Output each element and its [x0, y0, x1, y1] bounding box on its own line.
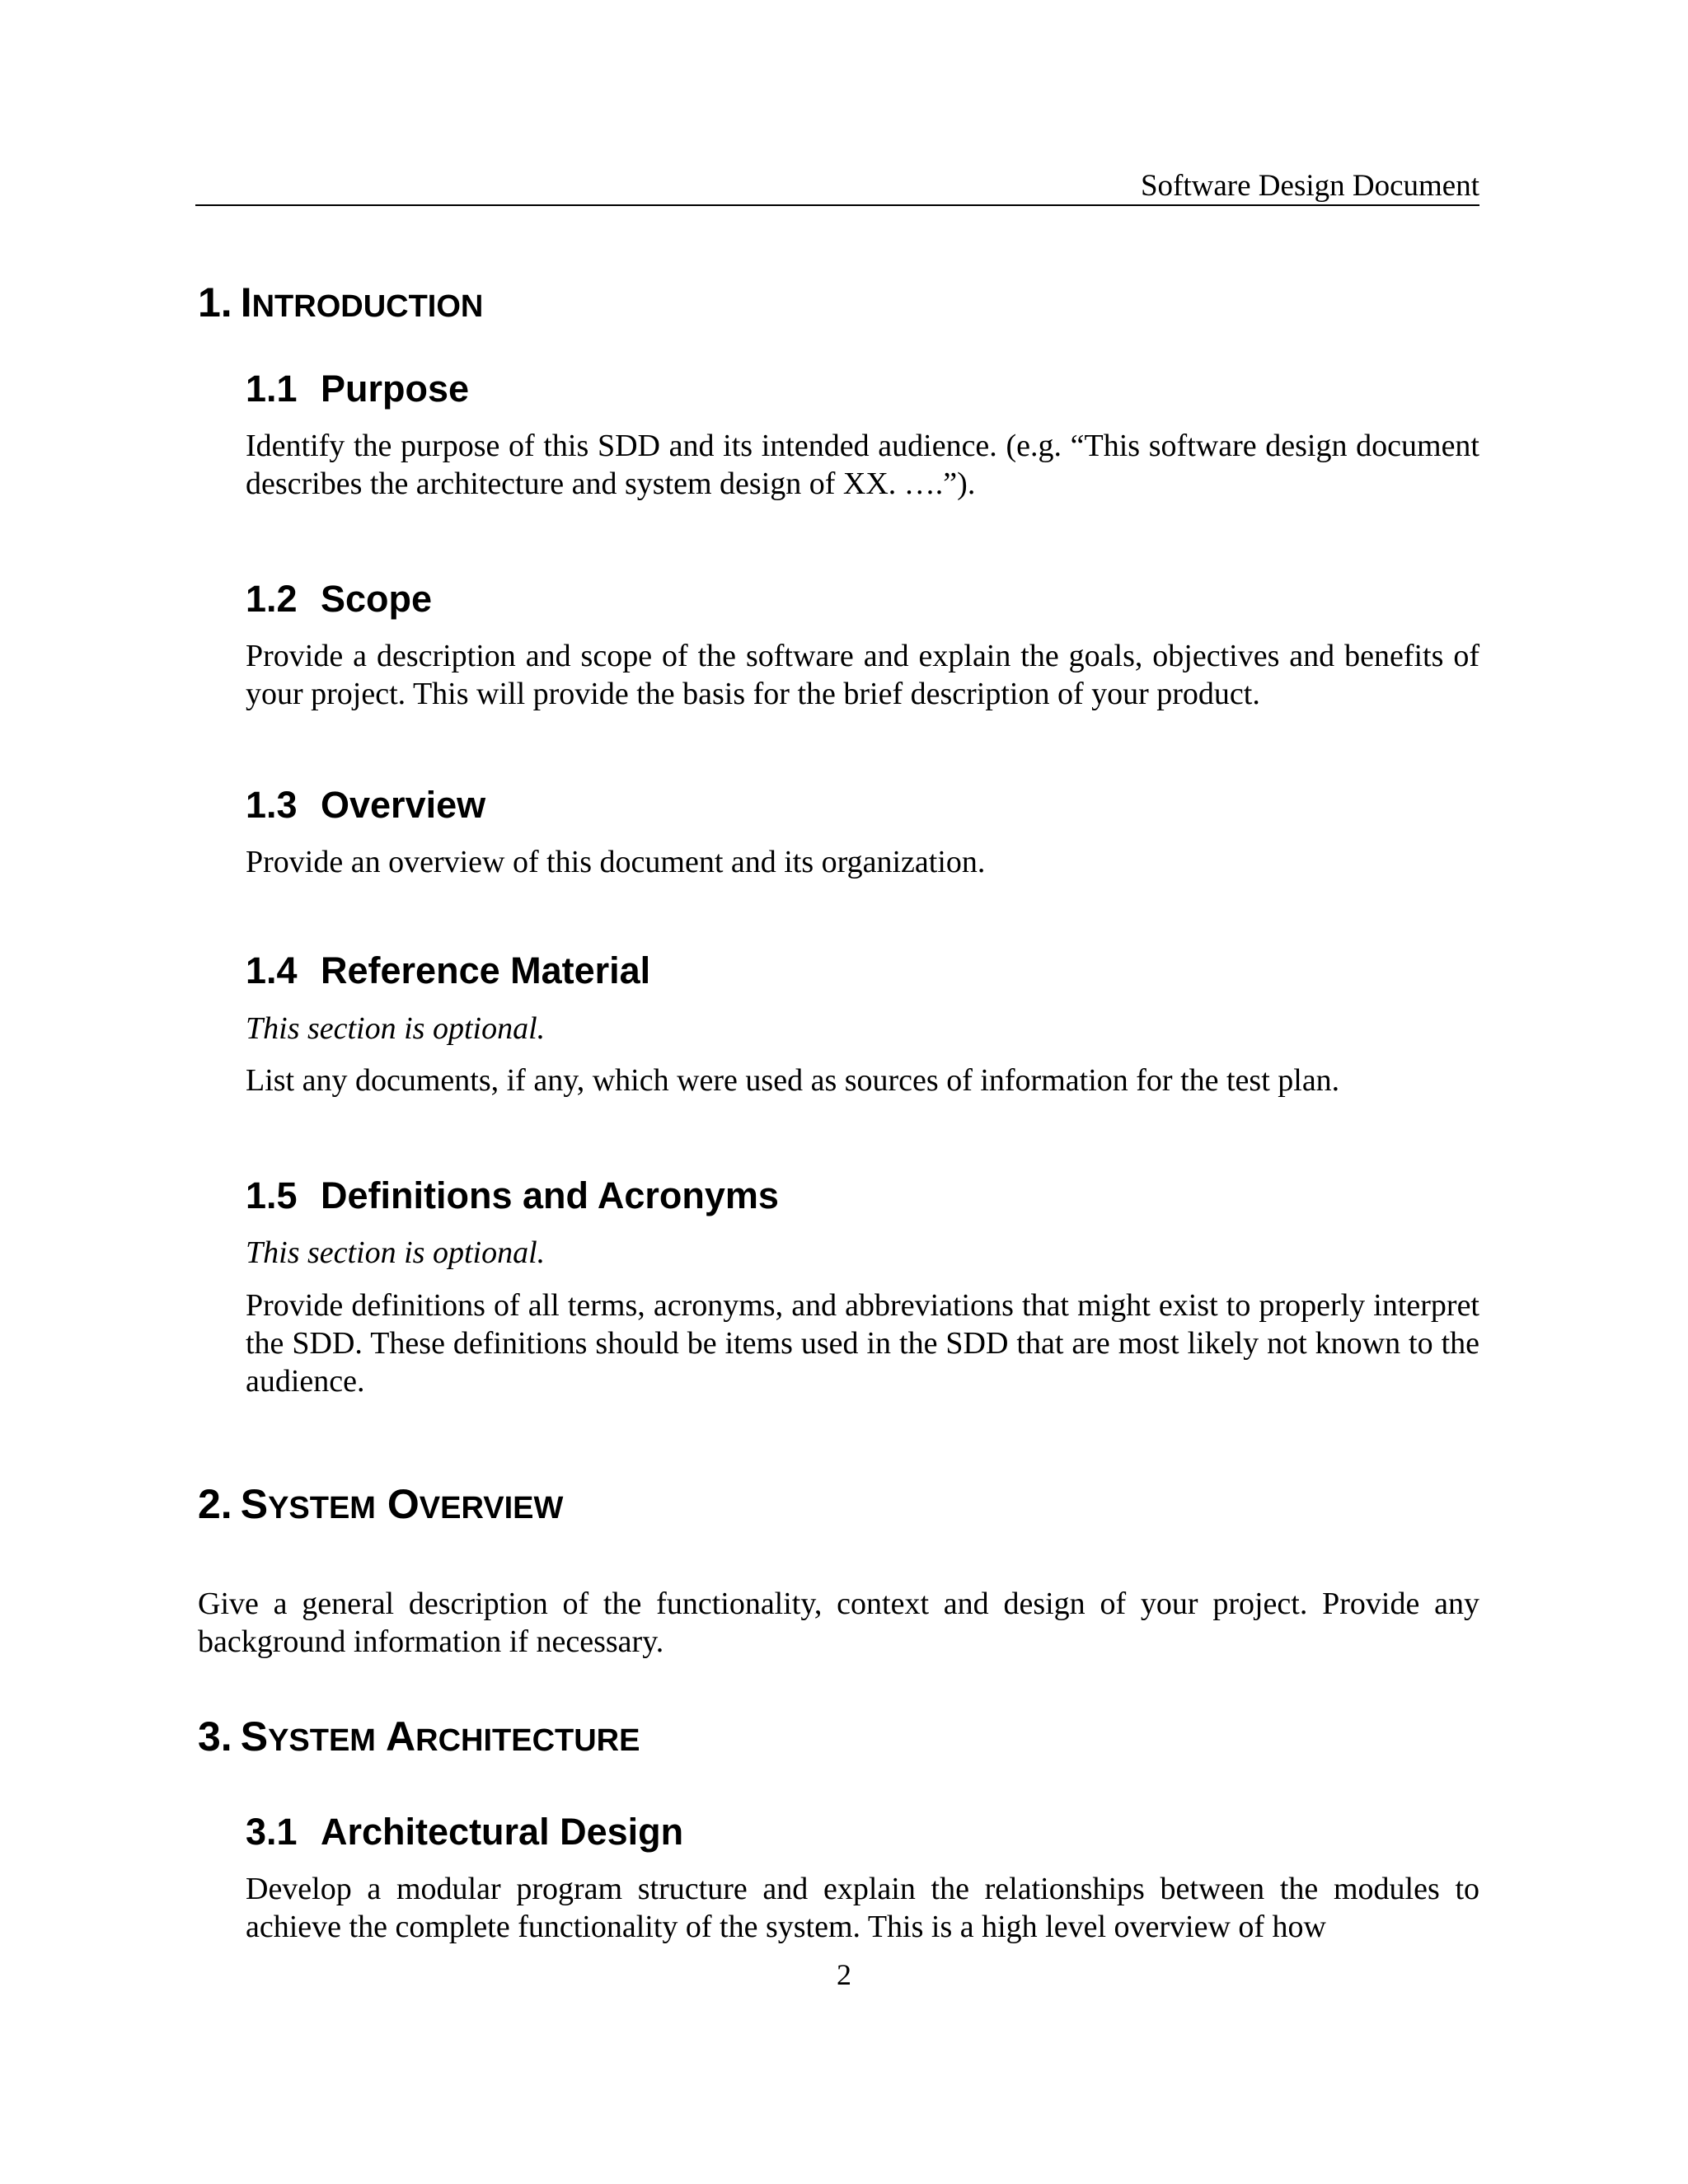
subsection-number: 1.3	[246, 784, 298, 826]
subsection-title: Overview	[321, 784, 486, 826]
reference-material-paragraph: List any documents, if any, which were used as sources of information for the test plan.	[246, 1063, 1340, 1098]
section-title-initial: I	[240, 279, 252, 326]
subsection-number: 1.5	[246, 1174, 298, 1216]
section-heading-introduction	[198, 279, 484, 326]
section-number: 2.	[198, 1481, 232, 1527]
overview-paragraph: Provide an overview of this document and its organization.	[246, 845, 986, 879]
section-title-rest: YSTEM	[268, 1723, 376, 1758]
running-header	[195, 166, 1479, 206]
subsection-heading-overview	[246, 784, 486, 826]
subsection-title: Purpose	[321, 368, 470, 410]
section-title-rest: VERVIEW	[419, 1491, 564, 1526]
subsection-title: Reference Material	[321, 949, 651, 991]
section-title-rest: RCHITECTURE	[415, 1723, 640, 1758]
subsection-number: 1.4	[246, 949, 298, 991]
document-title: Software Design Document	[1140, 169, 1479, 203]
section-heading-system-overview	[198, 1483, 563, 1525]
section-title-initial: S	[240, 1713, 269, 1760]
subsection-title: Scope	[321, 578, 433, 620]
section-heading-system-architecture	[198, 1713, 640, 1760]
architectural-design-paragraph: Develop a modular program structure and explain the relationships between the modules to achieve the complete functionality of the system. This is a high level overview of how	[246, 1872, 1479, 1944]
subsection-heading-purpose	[246, 368, 470, 410]
subsection-heading-architectural-design	[246, 1811, 684, 1853]
subsection-number: 1.2	[246, 578, 298, 620]
section-number: 3.	[198, 1713, 232, 1760]
optional-note: This section is optional.	[246, 1235, 546, 1270]
section-title-rest: YSTEM	[268, 1491, 376, 1526]
optional-note: This section is optional.	[246, 1011, 546, 1046]
subsection-number: 3.1	[246, 1811, 298, 1853]
purpose-paragraph: Identify the purpose of this SDD and its intended audience. (e.g. “This software design document describes the architecture and system design of XX. ….”).	[246, 429, 1479, 501]
section-title-initial: O	[387, 1481, 420, 1527]
section-number: 1.	[198, 279, 232, 326]
scope-paragraph: Provide a description and scope of the software and explain the goals, objectives and benefits of your project. This will provide the basis for the brief description of your product.	[246, 639, 1479, 711]
subsection-title: Definitions and Acronyms	[321, 1174, 779, 1216]
subsection-heading-reference-material	[246, 949, 651, 991]
subsection-title: Architectural Design	[321, 1811, 684, 1853]
page-number: 2	[837, 1958, 851, 1991]
definitions-paragraph: Provide definitions of all terms, acronyms, and abbreviations that might exist to properly interpret the SDD. These definitions should be items used in the SDD that are most likely not known to the audience.	[246, 1288, 1479, 1399]
subsection-number: 1.1	[246, 368, 298, 410]
section-title-initial: A	[386, 1713, 416, 1760]
section-title-initial: S	[240, 1481, 269, 1527]
section-title-rest: NTRODUCTION	[251, 289, 484, 324]
subsection-heading-scope	[246, 578, 433, 620]
system-overview-paragraph: Give a general description of the functionality, context and design of your project. Provide any background information if necessary.	[198, 1586, 1479, 1659]
subsection-heading-definitions-acronyms	[246, 1174, 779, 1216]
